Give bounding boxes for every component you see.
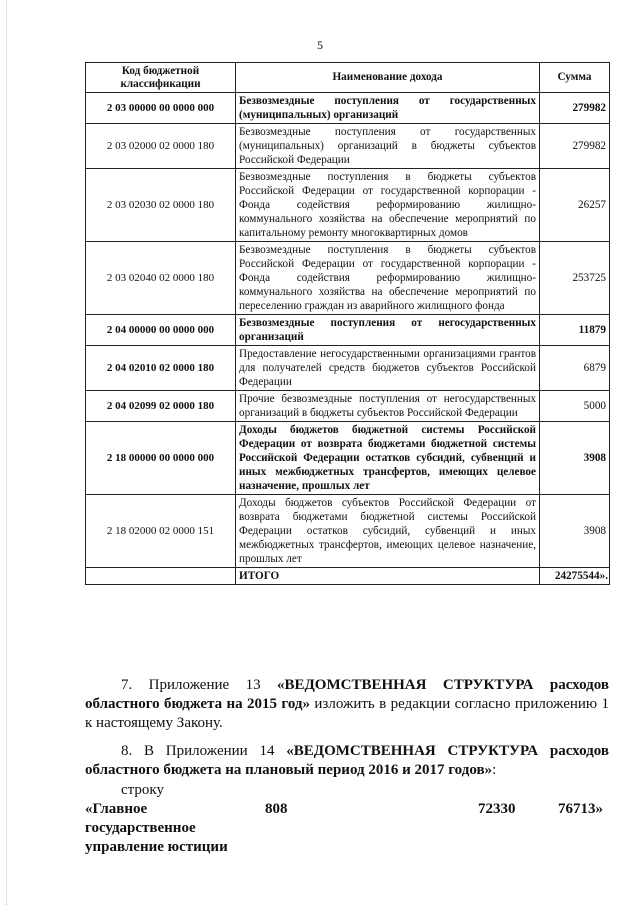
row-name: Прочие безвозмездные поступления от негосударственных организаций в бюджеты субъектов Российской Федерации	[236, 391, 540, 422]
header-sum: Сумма	[540, 63, 610, 93]
row-code: 2 18 00000 00 0000 000	[86, 422, 236, 495]
table-row	[86, 422, 610, 495]
row-sum: 5000	[540, 391, 610, 422]
table-row	[86, 495, 610, 568]
row-code: 2 03 00000 00 0000 000	[86, 93, 236, 124]
entry-value-2: 76713»	[558, 801, 603, 817]
table-row	[86, 93, 610, 124]
entry-name-line-3: управление юстиции	[85, 839, 228, 855]
paragraph-8-title: «ВЕДОМСТВЕННАЯ СТРУКТУРА расходов областного бюджета на плановый период 2016 и 2017 годов»	[85, 743, 609, 778]
row-code: 2 03 02000 02 0000 180	[86, 124, 236, 169]
paragraph-8-tail: :	[492, 762, 497, 778]
row-name: Доходы бюджетов бюджетной системы Российской Федерации от возврата бюджетами бюджетной системы Российской Федерации остатков субсидий, субвенций и иных межбюджетных трансфертов, имеющих целевое назначение, прошлых лет	[236, 422, 540, 495]
total-label: ИТОГО	[236, 568, 540, 585]
stroku-label: строку	[121, 782, 164, 798]
header-code: Код бюджетной классификации	[86, 63, 236, 93]
table-row	[86, 124, 610, 169]
row-sum: 6879	[540, 346, 610, 391]
row-name: Безвозмездные поступления в бюджеты субъектов Российской Федерации от государственной корпорации - Фонда содействия реформированию жилищно-коммунального хозяйства на обеспечение мероприятий по переселению граждан из аварийного жилищного фонда	[236, 242, 540, 315]
row-sum: 279982	[540, 124, 610, 169]
row-name: Безвозмездные поступления в бюджеты субъектов Российской Федерации от государственной корпорации - Фонда содействия реформированию жилищно-коммунального хозяйства на обеспечение мероприятий по капитальному ремонту многоквартирных домов	[236, 169, 540, 242]
total-empty-cell	[86, 568, 236, 585]
entry-value-1: 72330	[478, 801, 516, 817]
table-row	[86, 315, 610, 346]
total-sum: 24275544».	[540, 568, 610, 585]
paragraph-7-tail: изложить в редакции согласно приложению 1 к настоящему Закону.	[85, 696, 610, 731]
header-name: Наименование дохода	[236, 63, 540, 93]
table-header-row	[86, 63, 610, 93]
row-code: 2 04 02010 02 0000 180	[86, 346, 236, 391]
scan-margin-line	[6, 0, 7, 905]
row-sum: 3908	[540, 495, 610, 568]
paragraph-7-title: «ВЕДОМСТВЕННАЯ СТРУКТУРА расходов областного бюджета на 2015 год»	[85, 677, 609, 712]
row-name: Безвозмездные поступления от государственных (муниципальных) организаций в бюджеты субъектов Российской Федерации	[236, 124, 540, 169]
row-code: 2 03 02030 02 0000 180	[86, 169, 236, 242]
row-name: Доходы бюджетов субъектов Российской Федерации от возврата бюджетами бюджетной системы Российской Федерации остатков субсидий, субвенций и иных межбюджетных трансфертов, имеющих целевое назначение, прошлых лет	[236, 495, 540, 568]
entry-name-line-1: «Главное	[85, 801, 148, 817]
row-code: 2 03 02040 02 0000 180	[86, 242, 236, 315]
row-sum: 279982	[540, 93, 610, 124]
page-number: 5	[317, 38, 323, 52]
row-code: 2 04 00000 00 0000 000	[86, 315, 236, 346]
row-code: 2 04 02099 02 0000 180	[86, 391, 236, 422]
row-code: 2 18 02000 02 0000 151	[86, 495, 236, 568]
row-name: Безвозмездные поступления от негосударственных организаций	[236, 315, 540, 346]
table-row	[86, 346, 610, 391]
row-name: Безвозмездные поступления от государственных (муниципальных) организаций	[236, 93, 540, 124]
entry-name-line-2: государственное	[85, 820, 196, 836]
paragraph-7-lead: 7. Приложение 13	[121, 677, 277, 693]
table-body	[86, 93, 610, 568]
paragraph-8-lead: 8. В Приложении 14	[121, 743, 287, 759]
row-sum: 11879	[540, 315, 610, 346]
entry-code: 808	[265, 801, 288, 817]
row-name: Предоставление негосударственными организациями грантов для получателей средств бюджетов субъектов Российской Федерации	[236, 346, 540, 391]
table-row	[86, 242, 610, 315]
paragraph-8	[85, 742, 609, 780]
row-sum: 3908	[540, 422, 610, 495]
row-sum: 26257	[540, 169, 610, 242]
table-row	[86, 169, 610, 242]
table-row	[86, 391, 610, 422]
row-sum: 253725	[540, 242, 610, 315]
table-total-row	[86, 568, 610, 585]
revenue-table	[85, 62, 610, 585]
paragraph-7	[85, 676, 609, 733]
